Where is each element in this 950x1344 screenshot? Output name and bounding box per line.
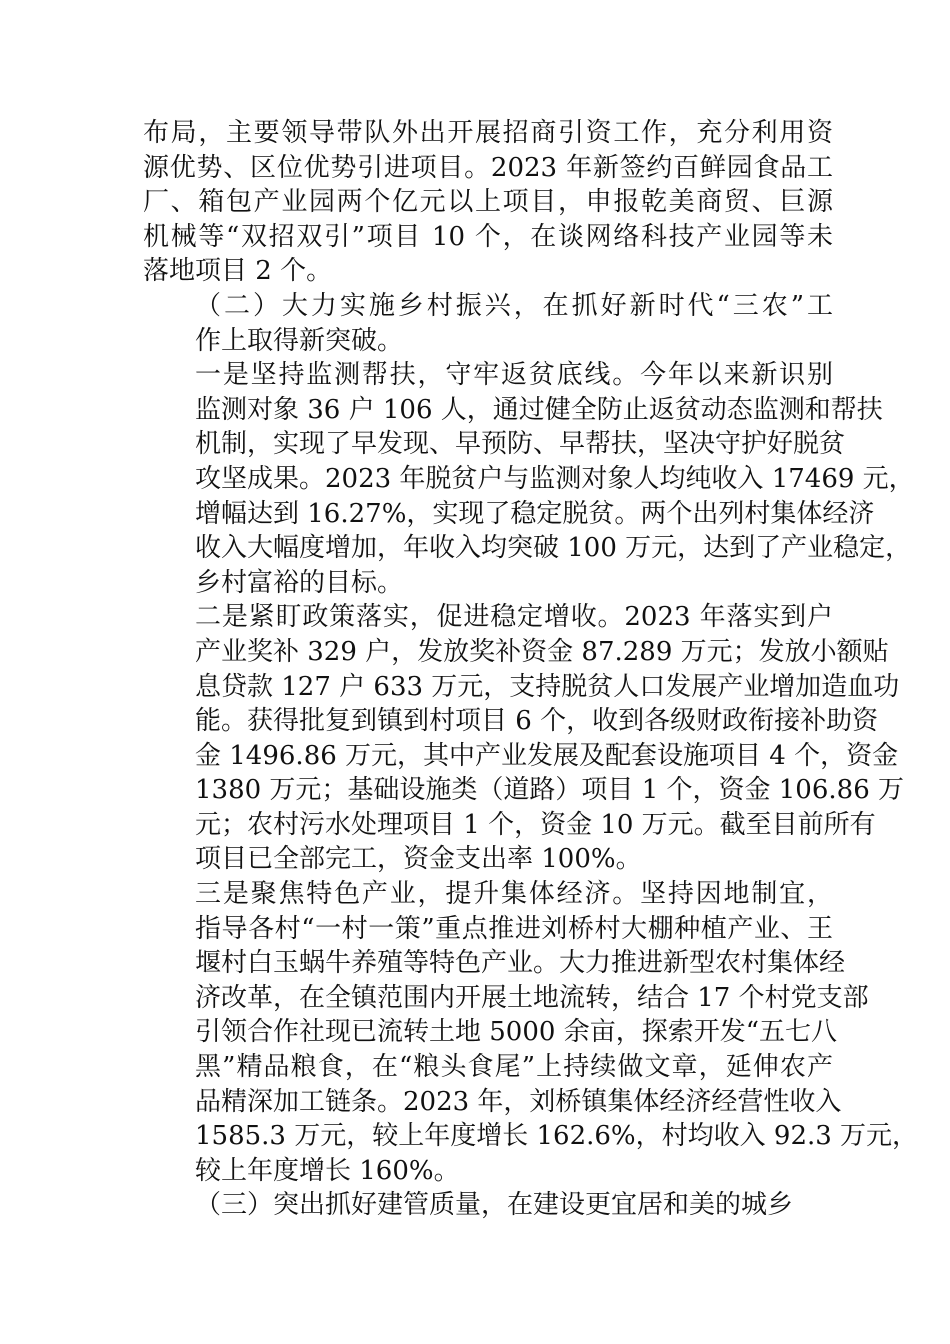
text-line: 三是聚焦特色产业，提升集体经济。坚持因地制宜， (195, 879, 833, 910)
text-line: 布局，主要领导带队外出开展招商引资工作，充分利用资 (143, 118, 833, 148)
paragraph-investment-projects (143, 116, 833, 289)
text-line: 堰村白玉蜗牛养殖等特色产业。大力推进新型农村集体经 (195, 948, 846, 979)
text-line: 厂、箱包产业园两个亿元以上项目，申报乾美商贸、巨源 (143, 187, 833, 218)
text-line: 项目已全部完工，资金支出率 100%。 (195, 844, 642, 875)
text-line: 源优势、区位优势引进项目。2023 年新签约百鲜园食品工 (143, 152, 833, 183)
section-heading-construction-quality (143, 1188, 833, 1223)
text-line: 金 1496.86 万元，其中产业发展及配套设施项目 4 个，资金 (195, 740, 899, 771)
text-line: 1380 万元；基础设施类（道路）项目 1 个，资金 106.86 万 (195, 775, 905, 806)
text-line: 品精深加工链条。2023 年，刘桥镇集体经济经营性收入 (195, 1086, 842, 1117)
text-line: 指导各村“一村一策”重点推进刘桥村大棚种植产业、王 (195, 913, 833, 944)
text-line: 二是紧盯政策落实，促进稳定增收。2023 年落实到户 (195, 602, 833, 633)
text-line: 落地项目 2 个。 (143, 256, 333, 287)
text-line: 元；农村污水处理项目 1 个，资金 10 万元。截至目前所有 (195, 809, 876, 840)
text-line: 乡村富裕的目标。 (195, 567, 404, 598)
section-heading-rural-revitalization (143, 289, 833, 358)
paragraph-policy-implementation (143, 600, 905, 877)
text-line: 机械等“双招双引”项目 10 个，在谈网络科技产业园等未 (143, 221, 833, 252)
text-line: 一是坚持监测帮扶，守牢返贫底线。今年以来新识别 (195, 360, 833, 391)
paragraph-characteristic-industry (143, 877, 919, 1188)
text-line: 引领合作社现已流转土地 5000 余亩，探索开发“五七八 (195, 1017, 837, 1048)
text-line: 收入大幅度增加，年收入均突破 100 万元，达到了产业稳定， (195, 533, 912, 564)
text-line: 产业奖补 329 户，发放奖补资金 87.289 万元；发放小额贴 (195, 636, 889, 667)
text-line: 黑”精品粮食，在“粮头食尾”上持续做文章，延伸农产 (195, 1052, 833, 1083)
text-line: （三）突出抓好建管质量，在建设更宜居和美的城乡 (195, 1190, 794, 1221)
text-line: （二）大力实施乡村振兴，在抓好新时代“三农”工 (195, 290, 833, 321)
text-line: 息贷款 127 户 633 万元，支持脱贫人口发展产业增加造血功 (195, 671, 900, 702)
text-line: 较上年度增长 160%。 (195, 1155, 460, 1186)
text-line: 机制，实现了早发现、早预防、早帮扶，坚决守护好脱贫 (195, 429, 846, 460)
text-line: 攻坚成果。2023 年脱贫户与监测对象人均纯收入 17469 元， (195, 463, 915, 494)
document-body (143, 116, 919, 1223)
text-line: 作上取得新突破。 (195, 325, 404, 356)
text-line: 1585.3 万元，较上年度增长 162.6%，村均收入 92.3 万元， (195, 1121, 919, 1152)
text-line: 增幅达到 16.27%，实现了稳定脱贫。两个出列村集体经济 (195, 498, 875, 529)
paragraph-monitoring-assistance (143, 358, 915, 600)
text-line: 能。获得批复到镇到村项目 6 个，收到各级财政衔接补助资 (195, 706, 879, 737)
text-line: 监测对象 36 户 106 人，通过健全防止返贫动态监测和帮扶 (195, 394, 883, 425)
text-line: 济改革，在全镇范围内开展土地流转，结合 17 个村党支部 (195, 982, 869, 1013)
